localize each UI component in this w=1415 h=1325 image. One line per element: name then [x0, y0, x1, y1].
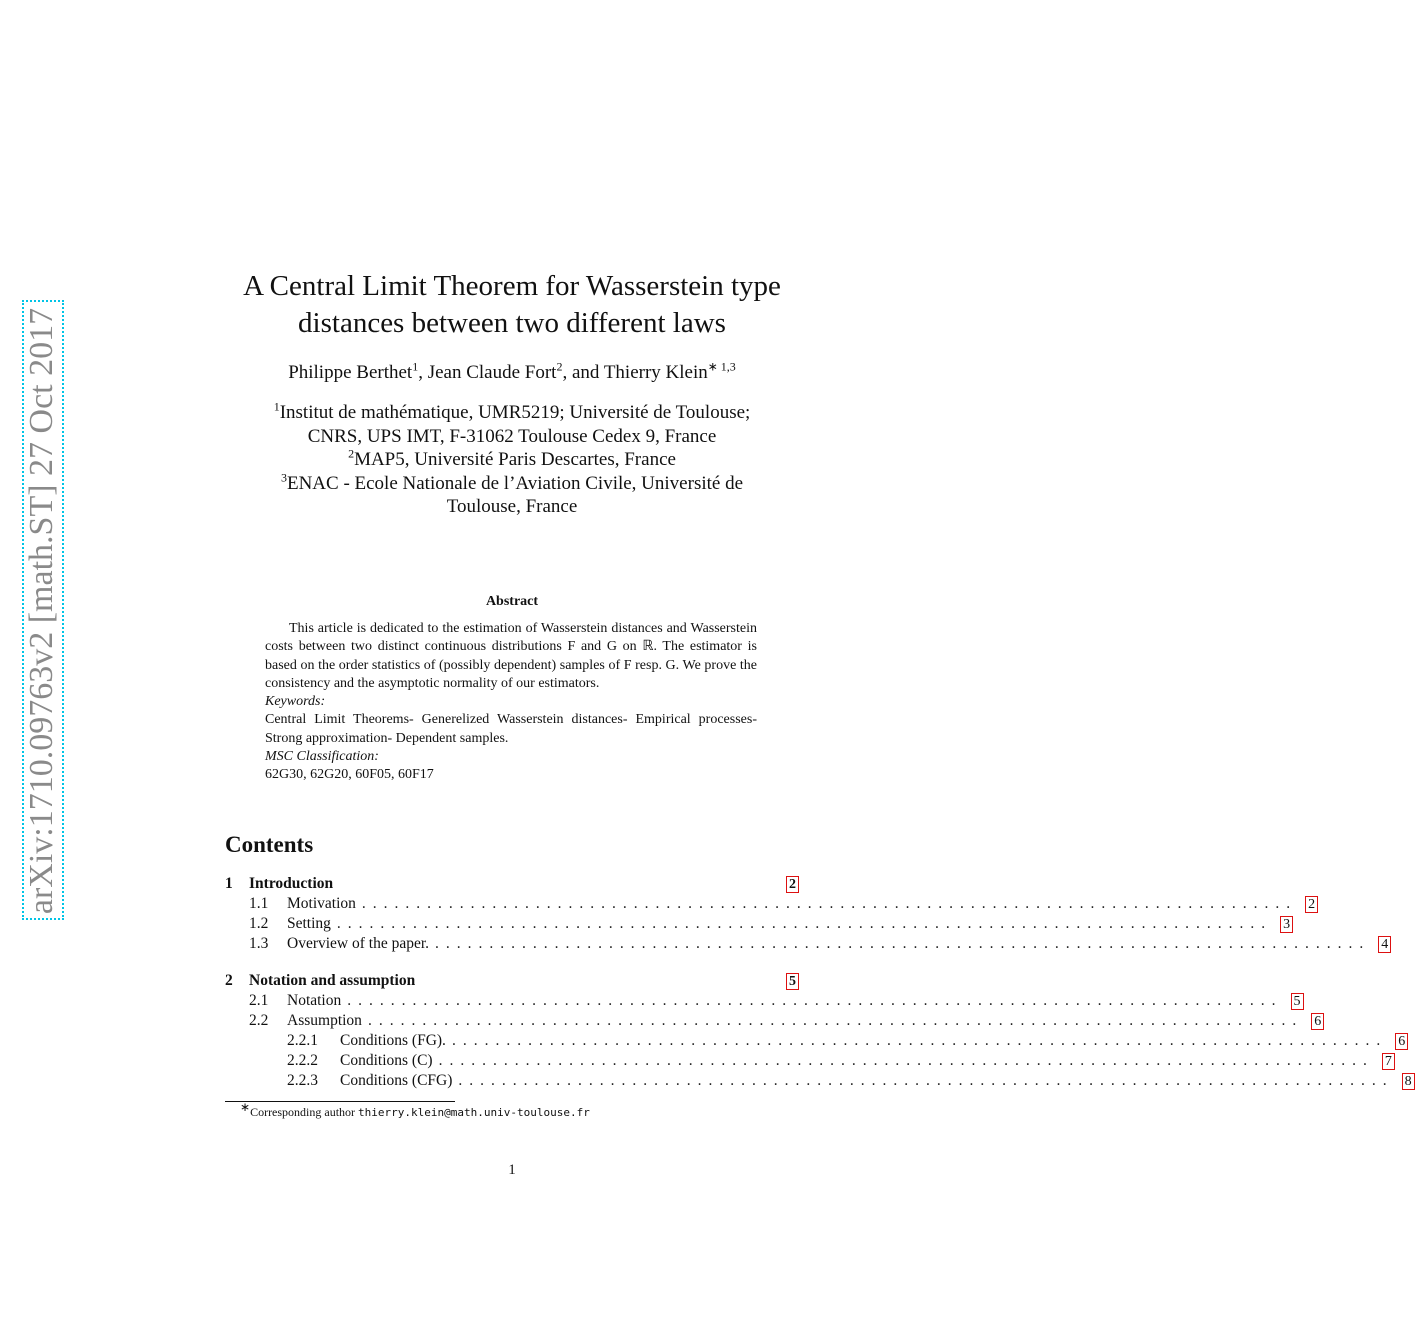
affiliation-line — [180, 425, 844, 449]
footnote-text: Corresponding author — [250, 1105, 356, 1119]
toc-page-link[interactable]: 2 — [1305, 896, 1318, 913]
toc-number: 2.1 — [249, 992, 269, 1009]
footnote — [240, 1100, 590, 1120]
msc-label: MSC Classification: — [265, 749, 379, 765]
toc-entry-assumption[interactable] — [225, 1012, 1322, 1032]
toc-number: 2.2 — [249, 1012, 269, 1029]
toc-entry-setting[interactable] — [225, 915, 1291, 935]
toc-leader-dots: ...................................................................................... — [367, 1012, 1304, 1029]
keywords-text: Central Limit Theorems- Generelized Wasserstein distances- Empirical processes- Strong approximation- Dependent samples. — [265, 712, 757, 746]
toc-leader-dots: ...................................................................................... — [451, 1032, 1388, 1049]
abstract-body: This article is dedicated to the estimation of Wasserstein distances and Wasserstein costs between two distinct continuous distributions F and G on ℝ. The estimator is based on the order statistics of (possibly dependent) samples of F resp. G. We prove the consistency and the asymptotic normality of our estimators. — [265, 621, 757, 691]
affiliation-text: ENAC - Ecole Nationale de l’Aviation Civile, Université de — [286, 472, 744, 494]
toc-entry-conditions-fg[interactable] — [225, 1032, 1406, 1052]
toc-title: Notation — [287, 992, 342, 1009]
affiliations — [180, 401, 844, 519]
toc-title: Conditions (C) — [340, 1052, 433, 1069]
toc-number: 2.2.3 — [287, 1072, 318, 1089]
toc-page-link[interactable]: 3 — [1280, 916, 1293, 933]
toc-number: 2 — [225, 972, 233, 989]
toc-leader-dots: ...................................................................................... — [336, 915, 1273, 932]
toc-entry-introduction[interactable] — [225, 875, 799, 895]
contents-heading: Contents — [225, 832, 314, 857]
toc-entry-notation[interactable] — [225, 992, 1301, 1012]
title-line-2: distances between two different laws — [298, 307, 726, 339]
author-affil-sup: 1 — [412, 359, 419, 374]
toc-number: 1.3 — [249, 935, 269, 952]
toc-entry-overview[interactable] — [225, 935, 1389, 955]
author-name: Philippe Berthet — [288, 362, 413, 383]
toc-page-link[interactable]: 7 — [1382, 1053, 1395, 1070]
toc-title: Conditions (CFG) — [340, 1072, 453, 1089]
affiliation-text: Toulouse, France — [446, 496, 578, 517]
toc-page-link[interactable]: 8 — [1402, 1073, 1415, 1090]
affiliation-text: MAP5, Université Paris Descartes, France — [354, 449, 676, 470]
affiliation-sup: 1 — [273, 399, 280, 414]
toc-page-link[interactable]: 6 — [1311, 1013, 1324, 1030]
toc-entry-conditions-c[interactable] — [225, 1052, 1392, 1072]
affiliation-sup: 3 — [280, 470, 287, 485]
author-email-link[interactable]: thierry.klein@math.univ-toulouse.fr — [358, 1106, 590, 1119]
author-affil-sup: ∗ 1,3 — [707, 359, 736, 374]
toc-leader-dots: ...................................................................................... — [347, 992, 1283, 1009]
toc-entry-motivation[interactable] — [225, 895, 1316, 915]
affiliation-line — [180, 401, 844, 425]
abstract-heading: Abstract — [485, 594, 539, 609]
footnote-rule — [225, 1101, 455, 1102]
toc-title: Overview of the paper. — [287, 935, 430, 952]
toc-title: Notation and assumption — [249, 972, 416, 989]
arxiv-identifier: arXiv:1710.09763v2 [math.ST] 27 Oct 2017 — [23, 307, 60, 915]
paper-title — [180, 268, 844, 342]
affiliation-text: CNRS, UPS IMT, F-31062 Toulouse Cedex 9, France — [307, 425, 717, 447]
author-separator: , — [418, 362, 428, 383]
msc-codes: 62G30, 62G20, 60F05, 60F17 — [265, 767, 434, 783]
affiliation-text: Institut de mathématique, UMR5219; Université de Toulouse; — [279, 402, 751, 423]
table-of-contents — [225, 875, 1412, 1092]
footnote-marker: ∗ — [240, 1100, 251, 1114]
toc-title: Introduction — [249, 875, 334, 892]
toc-leader-dots: ...................................................................................... — [361, 895, 1298, 912]
toc-number: 2.2.1 — [287, 1032, 318, 1049]
toc-page-link[interactable]: 2 — [786, 876, 799, 893]
affiliation-line — [180, 472, 844, 496]
toc-leader-dots: ...................................................................................... — [458, 1072, 1394, 1089]
keywords-label: Keywords: — [265, 694, 326, 710]
affiliation-line — [180, 495, 844, 519]
toc-entry-notation-and-assumption[interactable] — [225, 972, 799, 992]
toc-title: Motivation — [287, 895, 356, 912]
toc-number: 1 — [225, 875, 233, 892]
toc-number: 1.2 — [249, 915, 269, 932]
title-line-1: A Central Limit Theorem for Wasserstein type — [243, 270, 781, 302]
affiliation-line — [180, 448, 844, 472]
toc-page-link[interactable]: 6 — [1395, 1033, 1408, 1050]
toc-page-link[interactable]: 5 — [1291, 993, 1304, 1010]
toc-page-link[interactable]: 5 — [786, 973, 799, 990]
toc-title: Setting — [287, 915, 331, 932]
toc-leader-dots: ...................................................................................... — [438, 1052, 1374, 1069]
toc-number: 2.2.2 — [287, 1052, 318, 1069]
toc-number: 1.1 — [249, 895, 269, 912]
toc-title: Conditions (FG). — [340, 1032, 446, 1049]
author-affil-sup: 2 — [556, 359, 563, 374]
author-separator: , and — [562, 362, 604, 383]
affiliation-sup: 2 — [348, 446, 355, 461]
author-name: Jean Claude Fort — [427, 362, 557, 383]
toc-page-link[interactable]: 4 — [1378, 936, 1391, 953]
toc-leader-dots: ...................................................................................... — [435, 935, 1371, 952]
author-name: Thierry Klein — [603, 362, 708, 383]
toc-entry-conditions-cfg[interactable] — [225, 1072, 1412, 1092]
page-number: 1 — [508, 1162, 516, 1178]
toc-title: Assumption — [287, 1012, 362, 1029]
author-list — [180, 359, 844, 384]
abstract-block — [265, 620, 757, 785]
